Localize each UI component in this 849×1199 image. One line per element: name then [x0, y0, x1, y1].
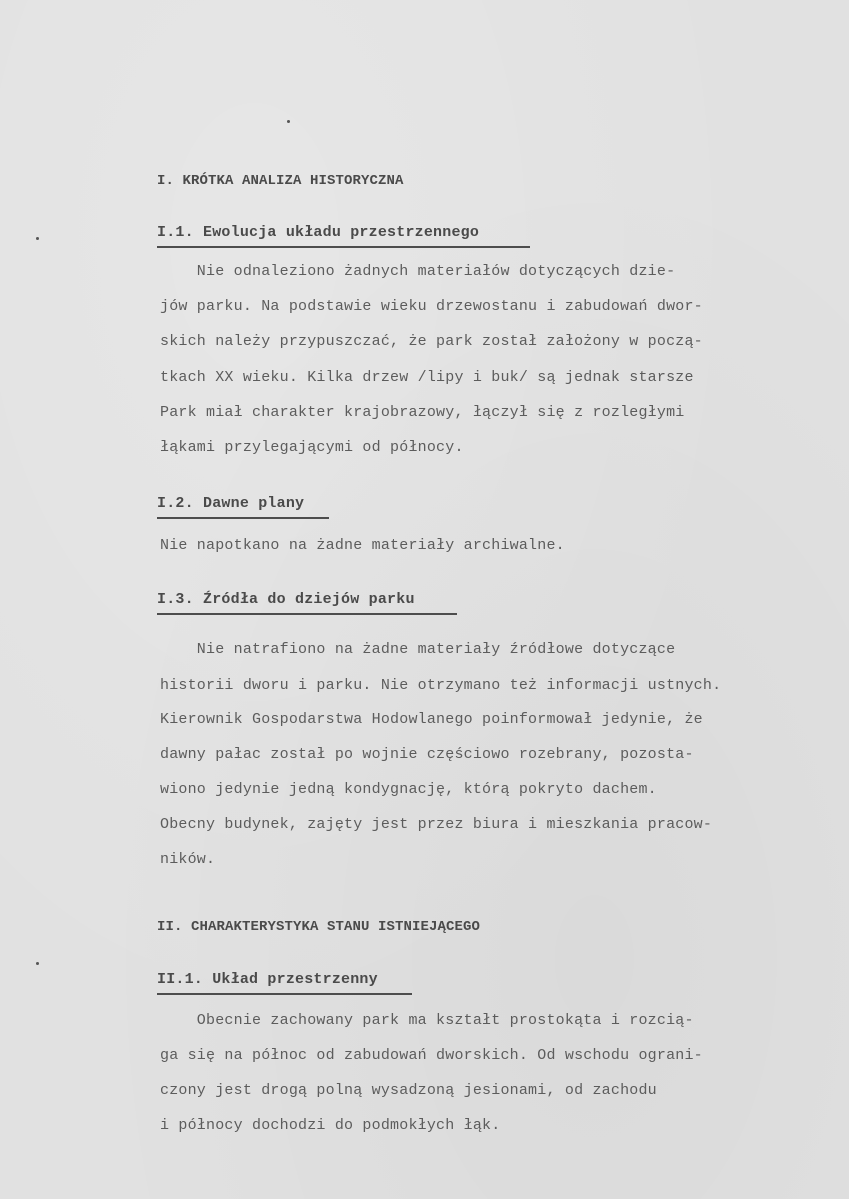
- subsection-title: I.3. Źródła do dziejów parku: [157, 591, 415, 608]
- text-line: Nie napotkano na żadne materiały archiwalne.: [160, 537, 565, 554]
- subsection-underline: [157, 993, 412, 995]
- text-line: Obecny budynek, zajęty jest przez biura i mieszkania pracow-: [160, 816, 713, 833]
- section-title: II. CHARAKTERYSTYKA STANU ISTNIEJĄCEGO: [157, 919, 481, 935]
- text-line: Nie odnaleziono żadnych materiałów dotyczących dzie-: [160, 263, 676, 280]
- text-line: łąkami przylegającymi od północy.: [160, 439, 464, 456]
- text-line: Nie natrafiono na żadne materiały źródłowe dotyczące: [160, 641, 676, 658]
- text-line: Kierownik Gospodarstwa Hodowlanego poinformował jedynie, że: [160, 711, 703, 728]
- text-line: tkach XX wieku. Kilka drzew /lipy i buk/ są jednak starsze: [160, 369, 694, 386]
- subsection-underline: [157, 613, 457, 615]
- subsection-underline: [157, 517, 329, 519]
- text-line: ga się na północ od zabudowań dworskich. Od wschodu ograni-: [160, 1047, 703, 1064]
- text-line: dawny pałac został po wojnie częściowo rozebrany, pozosta-: [160, 746, 694, 763]
- subsection-title: II.1. Układ przestrzenny: [157, 971, 378, 988]
- margin-dot: [36, 237, 39, 240]
- subsection-title: I.1. Ewolucja układu przestrzennego: [157, 224, 480, 241]
- section-title: I. KRÓTKA ANALIZA HISTORYCZNA: [157, 173, 404, 189]
- subsection-underline: [157, 246, 530, 248]
- text-line: historii dworu i parku. Nie otrzymano też informacji ustnych.: [160, 677, 722, 694]
- subsection-title: I.2. Dawne plany: [157, 495, 305, 512]
- text-line: i północy dochodzi do podmokłych łąk.: [160, 1117, 501, 1134]
- text-line: czony jest drogą polną wysadzoną jesionami, od zachodu: [160, 1082, 657, 1099]
- margin-dot: [36, 962, 39, 965]
- text-line: Obecnie zachowany park ma kształt prostokąta i rozcią-: [160, 1012, 694, 1029]
- text-line: jów parku. Na podstawie wieku drzewostanu i zabudowań dwor-: [160, 298, 703, 315]
- text-line: skich należy przypuszczać, że park został założony w począ-: [160, 333, 703, 350]
- text-line: ników.: [160, 851, 216, 868]
- text-line: wiono jedynie jedną kondygnację, którą pokryto dachem.: [160, 781, 657, 798]
- text-line: Park miał charakter krajobrazowy, łączył się z rozległymi: [160, 404, 685, 421]
- paper-speck: [287, 120, 290, 123]
